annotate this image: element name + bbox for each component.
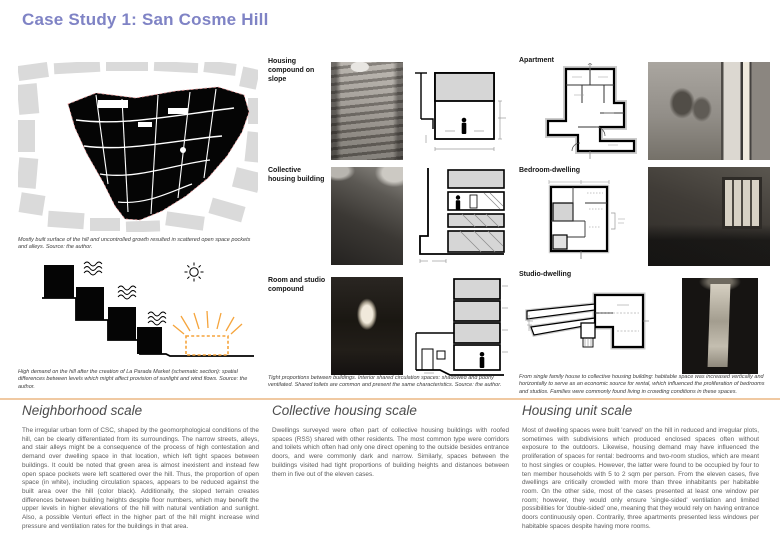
hill-section-schematic: [18, 256, 258, 364]
section-diagram-compound: [412, 61, 509, 161]
label-collective-building: Collective housing building: [268, 167, 325, 184]
label-room-studio-compound: Room and studio compound: [268, 277, 326, 294]
right-caption: From single family house to collective housing building: habitable space was increased vertically and horizontally to serve as an economic source for rental, which influenced the proliferation of bedrooms and studios. Families were commonly found living in crowding conditions in these spaces.: [519, 374, 765, 395]
label-housing-compound: Housing compound on slope: [268, 58, 315, 84]
heading-collective-scale: Collective housing scale: [272, 403, 417, 418]
text-neighborhood-scale: The irregular urban form of CSC, shaped by the geomorphological conditions of the hill, can be clearly differentiated from its surroundings. The narrow streets, alleys, and stair alleys might be a consequence of the process of high contestation and demand over dwelling space in that location, which left tight spaces between buildings. It could be noted that green area is almost inexistent and instead few open space pockets were left scattered over the hill. Thus, the proportion of open space (in white), including circulation spaces, appears to be reduced against the built area over the hill (color black). Additionally, the sloped terrain creates differences between building heights despite floor numbers, which may benefit the upper levels in higher elevations of the hill with natural ventilation and sunlight. Also, a possible Venturi effect in the higher part of the hill might increase wind pressure and ventilation rates for the buildings in that area.: [22, 427, 259, 530]
middle-caption: Tight proportions between buildings. Interior shared circulation spaces: shadowed and poorly ventilated. Shared toilets are common and present the same characteristics. Source: the author.: [268, 375, 502, 389]
window-detail: [722, 177, 762, 229]
map-caption: Mostly built surface of the hill and uncontrolled growth resulted in scattered open space pockets and alleys. Source: the author.: [18, 237, 251, 251]
section-diagram-collective: [412, 166, 509, 266]
section-caption: High demand on the hill after the creation of La Parada Market (schematic section): spatial differences between levels which might affect provision of sunlight and wind flows. Source: the author.: [18, 369, 248, 390]
photo-apartment-interior: [648, 62, 770, 160]
heading-housing-unit-scale: Housing unit scale: [522, 403, 633, 418]
photo-stair-alley: [331, 62, 403, 160]
light-shaft-detail: [708, 284, 731, 367]
plan-studio-dwelling: [525, 291, 650, 356]
person-figure-icon: [480, 352, 485, 368]
person-figure-icon: [456, 195, 460, 210]
plan-bedroom-dwelling: [537, 179, 627, 259]
hill-built-area: [68, 87, 249, 220]
photo-bedroom-interior: [648, 167, 770, 266]
label-bedroom-dwelling: Bedroom-dwelling: [519, 167, 581, 174]
market-highlight: [173, 311, 242, 355]
photo-studio-alley: [682, 278, 758, 374]
urban-form-map: [18, 62, 258, 232]
stair-block: [583, 338, 593, 347]
page-title: Case Study 1: San Cosme Hill: [22, 10, 269, 29]
divider-line: [0, 398, 780, 400]
plan-apartment: [538, 63, 643, 159]
label-apartment: Apartment: [519, 57, 555, 64]
label-studio-dwelling: Studio-dwelling: [519, 271, 572, 278]
heading-neighborhood-scale: Neighborhood scale: [22, 403, 143, 418]
terrace-buildings: [44, 265, 162, 354]
text-collective-scale: Dwellings surveyed were often part of collective housing buildings with roofed spaces (RSS) shared with other residents. The most common type were corridors and toilets which often had only one direct opening to the outside besides entrance doors, and were commonly dark and narrow. Similarly, spaces between the buildings visited had tight proportions of building heights and distances between them in five out of the eleven cases.: [272, 427, 509, 478]
dimension-lines: [420, 259, 446, 263]
sun-icon: [185, 263, 204, 282]
text-housing-unit-scale: Most of dwelling spaces were built 'carved' on the hill in reduced and irregular plots, sometimes with subdivisions which produced enclosed spaces often without exposure to the outdoors. Likewise, housing demand may have influenced the proliferation of spaces for rental: bedrooms and two-room studios, which are meant to host singles or couples. However, the latter were found to be occupied by four to ten member households with 5 to 2 sqm per person. From the eleven cases, five dwellings are critically crowded with more than three inhabitants per habitable room. On the other side, most of the cases presented at least one window per room; however, they would only ensure 'single-sided' ventilation and limited possibilities for 'double-sided' one, meaning that they would rely on having entrance doors continuously open. Contrarily, three apartments presented less windows per habitable spaces despite having more rooms.: [522, 427, 759, 530]
note-bracket: [611, 213, 625, 229]
section-diagram-room-studio: [412, 276, 509, 376]
photo-interior-corridor: [331, 277, 403, 375]
photo-buildings-gap: [331, 167, 403, 265]
dimension-lines: [549, 180, 609, 184]
person-figure-icon: [462, 118, 467, 134]
